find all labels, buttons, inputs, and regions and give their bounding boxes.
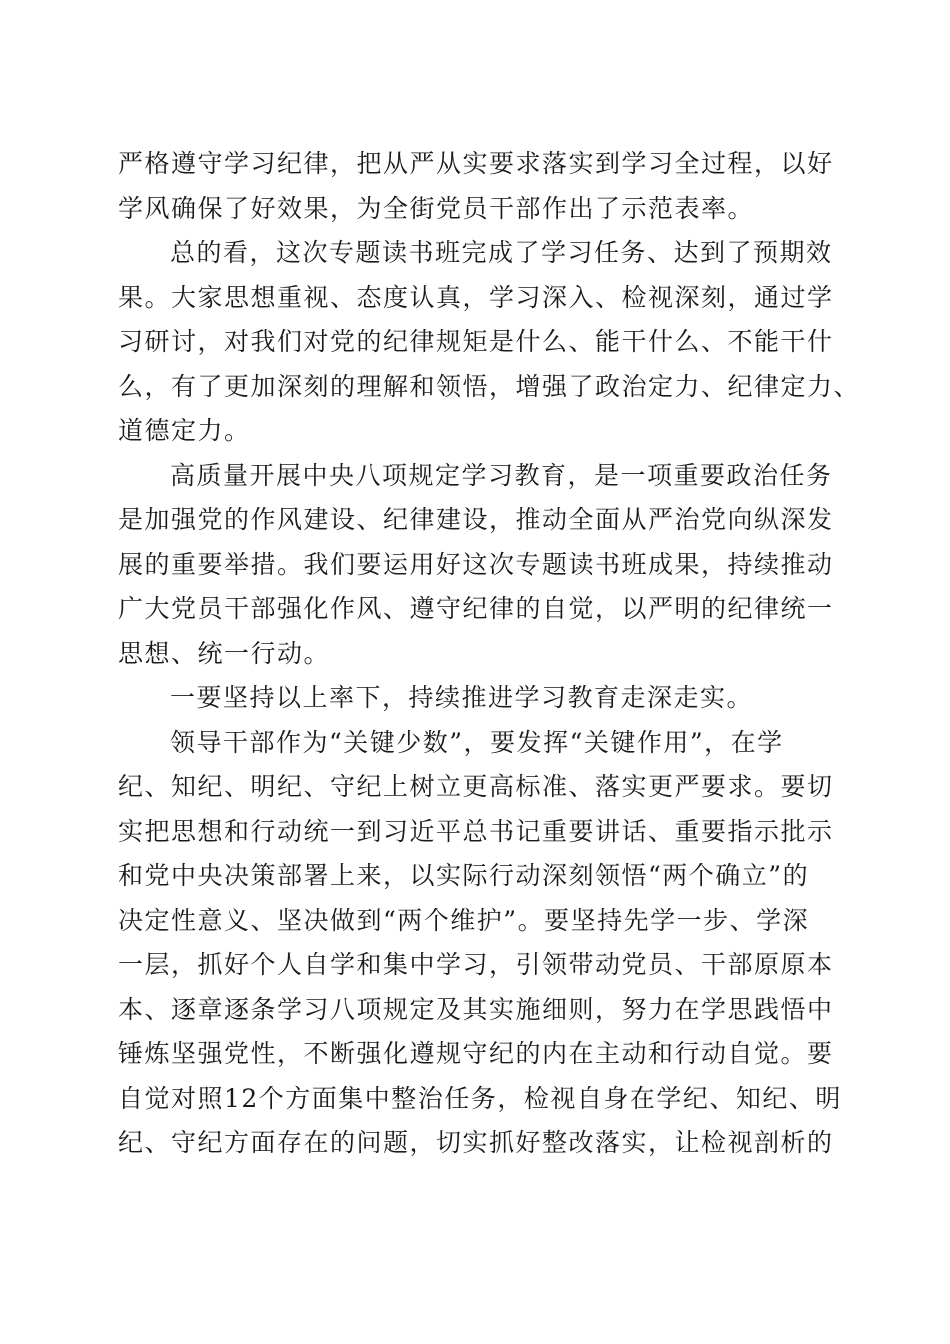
text-line: 自觉对照12个方面集中整治任务，检视自身在学纪、知纪、明 bbox=[118, 1083, 842, 1113]
text-line: 实把思想和行动统一到习近平总书记重要讲话、重要指示批示 bbox=[118, 816, 834, 846]
text-line: 学风确保了好效果，为全街党员干部作出了示范表率。 bbox=[118, 193, 755, 223]
body-text bbox=[118, 142, 861, 1166]
text-line: 高质量开展中央八项规定学习教育，是一项重要政治任务 bbox=[170, 460, 833, 490]
text-line: 是加强党的作风建设、纪律建设，推动全面从严治党向纵深发 bbox=[118, 505, 834, 534]
text-line: 总的看，这次专题读书班完成了学习任务、达到了预期效 bbox=[170, 238, 833, 267]
text-line: 道德定力。 bbox=[118, 416, 251, 445]
text-line: 广大党员干部强化作风、遵守纪律的自觉，以严明的纪律统一 bbox=[118, 594, 834, 623]
text-line: 一要坚持以上率下，持续推进学习教育走深走实。 bbox=[170, 683, 754, 712]
text-line: 决定性意义、坚决做到“两个维护”。要坚持先学一步、学深 bbox=[118, 905, 810, 935]
text-line: 本、逐章逐条学习八项规定及其实施细则，努力在学思践悟中 bbox=[118, 994, 834, 1024]
text-line: 习研讨，对我们对党的纪律规矩是什么、能干什么、不能干什 bbox=[118, 327, 834, 356]
text-line: 思想、统一行动。 bbox=[118, 638, 331, 668]
text-line: 展的重要举措。我们要运用好这次专题读书班成果，持续推动 bbox=[118, 549, 834, 579]
text-line: 果。大家思想重视、态度认真，学习深入、检视深刻，通过学 bbox=[118, 282, 834, 312]
text-line: 纪、知纪、明纪、守纪上树立更高标准、落实更严要求。要切 bbox=[118, 772, 834, 801]
text-line: 和党中央决策部署上来，以实际行动深刻领悟“两个确立”的 bbox=[118, 861, 810, 890]
text-line: 领导干部作为“关键少数”，要发挥“关键作用”，在学 bbox=[170, 727, 784, 757]
text-line: 一层，抓好个人自学和集中学习，引领带动党员、干部原原本 bbox=[118, 950, 834, 979]
text-line: 锤炼坚强党性，不断强化遵规守纪的内在主动和行动自觉。要 bbox=[118, 1039, 834, 1068]
text-line: 纪、守纪方面存在的问题，切实抓好整改落实，让检视剖析的 bbox=[118, 1128, 834, 1157]
text-line: 严格遵守学习纪律，把从严从实要求落实到学习全过程，以好 bbox=[118, 149, 834, 178]
text-line: 么，有了更加深刻的理解和领悟，增强了政治定力、纪律定力、 bbox=[118, 371, 861, 401]
